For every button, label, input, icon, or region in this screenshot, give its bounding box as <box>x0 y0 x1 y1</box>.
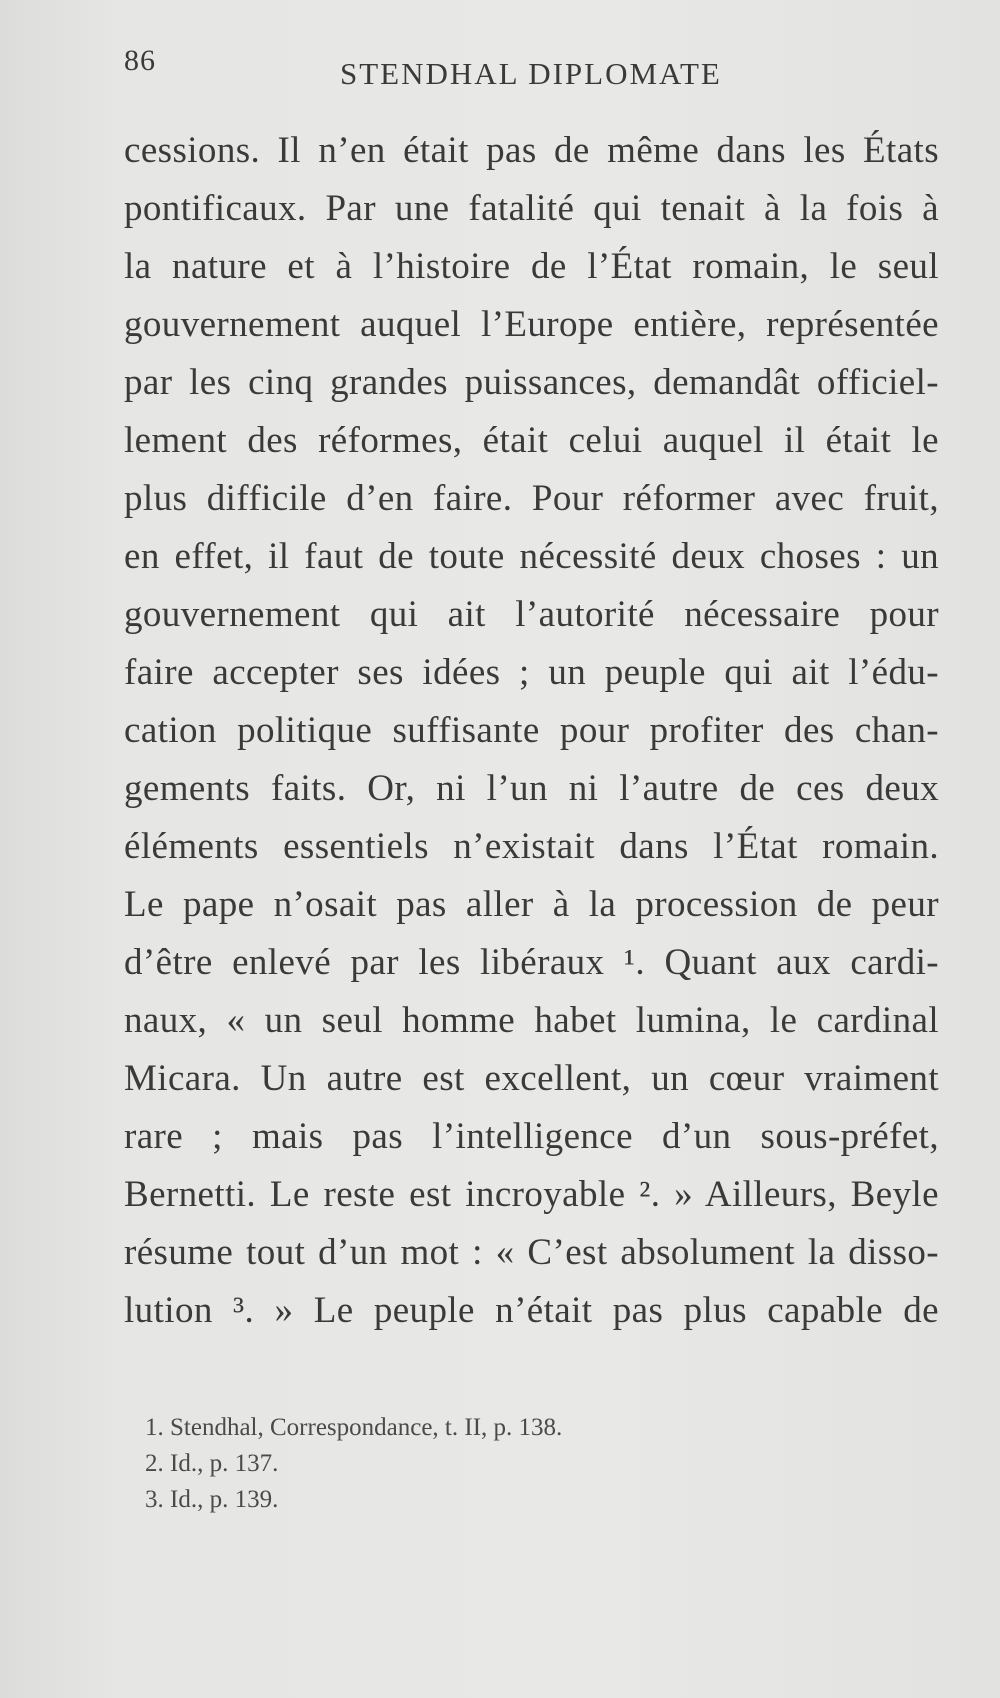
footnotes <box>145 1410 765 1518</box>
body-text <box>124 122 939 1340</box>
text-line: lement des réformes, était celui auquel il était le <box>124 420 939 461</box>
text-line: rare ; mais pas l’intelligence d’un sous-préfet, <box>124 1116 939 1157</box>
text-line: naux, « un seul homme habet lumina, le cardinal <box>124 1000 939 1041</box>
running-title: STENDHAL DIPLOMATE <box>340 56 722 91</box>
text-line: d’être enlevé par les libéraux ¹. Quant aux cardi- <box>124 942 939 983</box>
text-line: Le pape n’osait pas aller à la procession de peur <box>124 884 939 925</box>
text-line: Micara. Un autre est excellent, un cœur vraiment <box>124 1058 939 1099</box>
page-number: 86 <box>124 44 156 77</box>
text-line: résume tout d’un mot : « C’est absolument la disso- <box>124 1232 939 1273</box>
footnote: 3. Id., p. 139. <box>145 1486 279 1513</box>
text-line: éléments essentiels n’existait dans l’État romain. <box>124 826 939 867</box>
text-line: par les cinq grandes puissances, demandât officiel- <box>124 362 939 403</box>
text-line: pontificaux. Par une fatalité qui tenait à la fois à <box>124 188 939 229</box>
text-line: lution ³. » Le peuple n’était pas plus capable de <box>124 1290 939 1331</box>
text-line: cessions. Il n’en était pas de même dans les États <box>124 130 939 171</box>
text-line: gouvernement qui ait l’autorité nécessaire pour <box>124 594 939 635</box>
footnote: 2. Id., p. 137. <box>145 1450 279 1477</box>
text-line: faire accepter ses idées ; un peuple qui ait l’édu- <box>124 652 939 693</box>
text-line: Bernetti. Le reste est incroyable ². » Ailleurs, Beyle <box>124 1174 939 1215</box>
text-line: la nature et à l’histoire de l’État romain, le seul <box>124 246 939 287</box>
text-line: gements faits. Or, ni l’un ni l’autre de ces deux <box>124 768 939 809</box>
running-head <box>0 44 1000 104</box>
text-line: plus difficile d’en faire. Pour réformer avec fruit, <box>124 478 939 519</box>
text-line: en effet, il faut de toute nécessité deux choses : un <box>124 536 939 577</box>
footnote: 1. Stendhal, Correspondance, t. II, p. 138. <box>145 1414 563 1441</box>
text-line: cation politique suffisante pour profiter des chan- <box>124 710 939 751</box>
text-line: gouvernement auquel l’Europe entière, représentée <box>124 304 939 345</box>
